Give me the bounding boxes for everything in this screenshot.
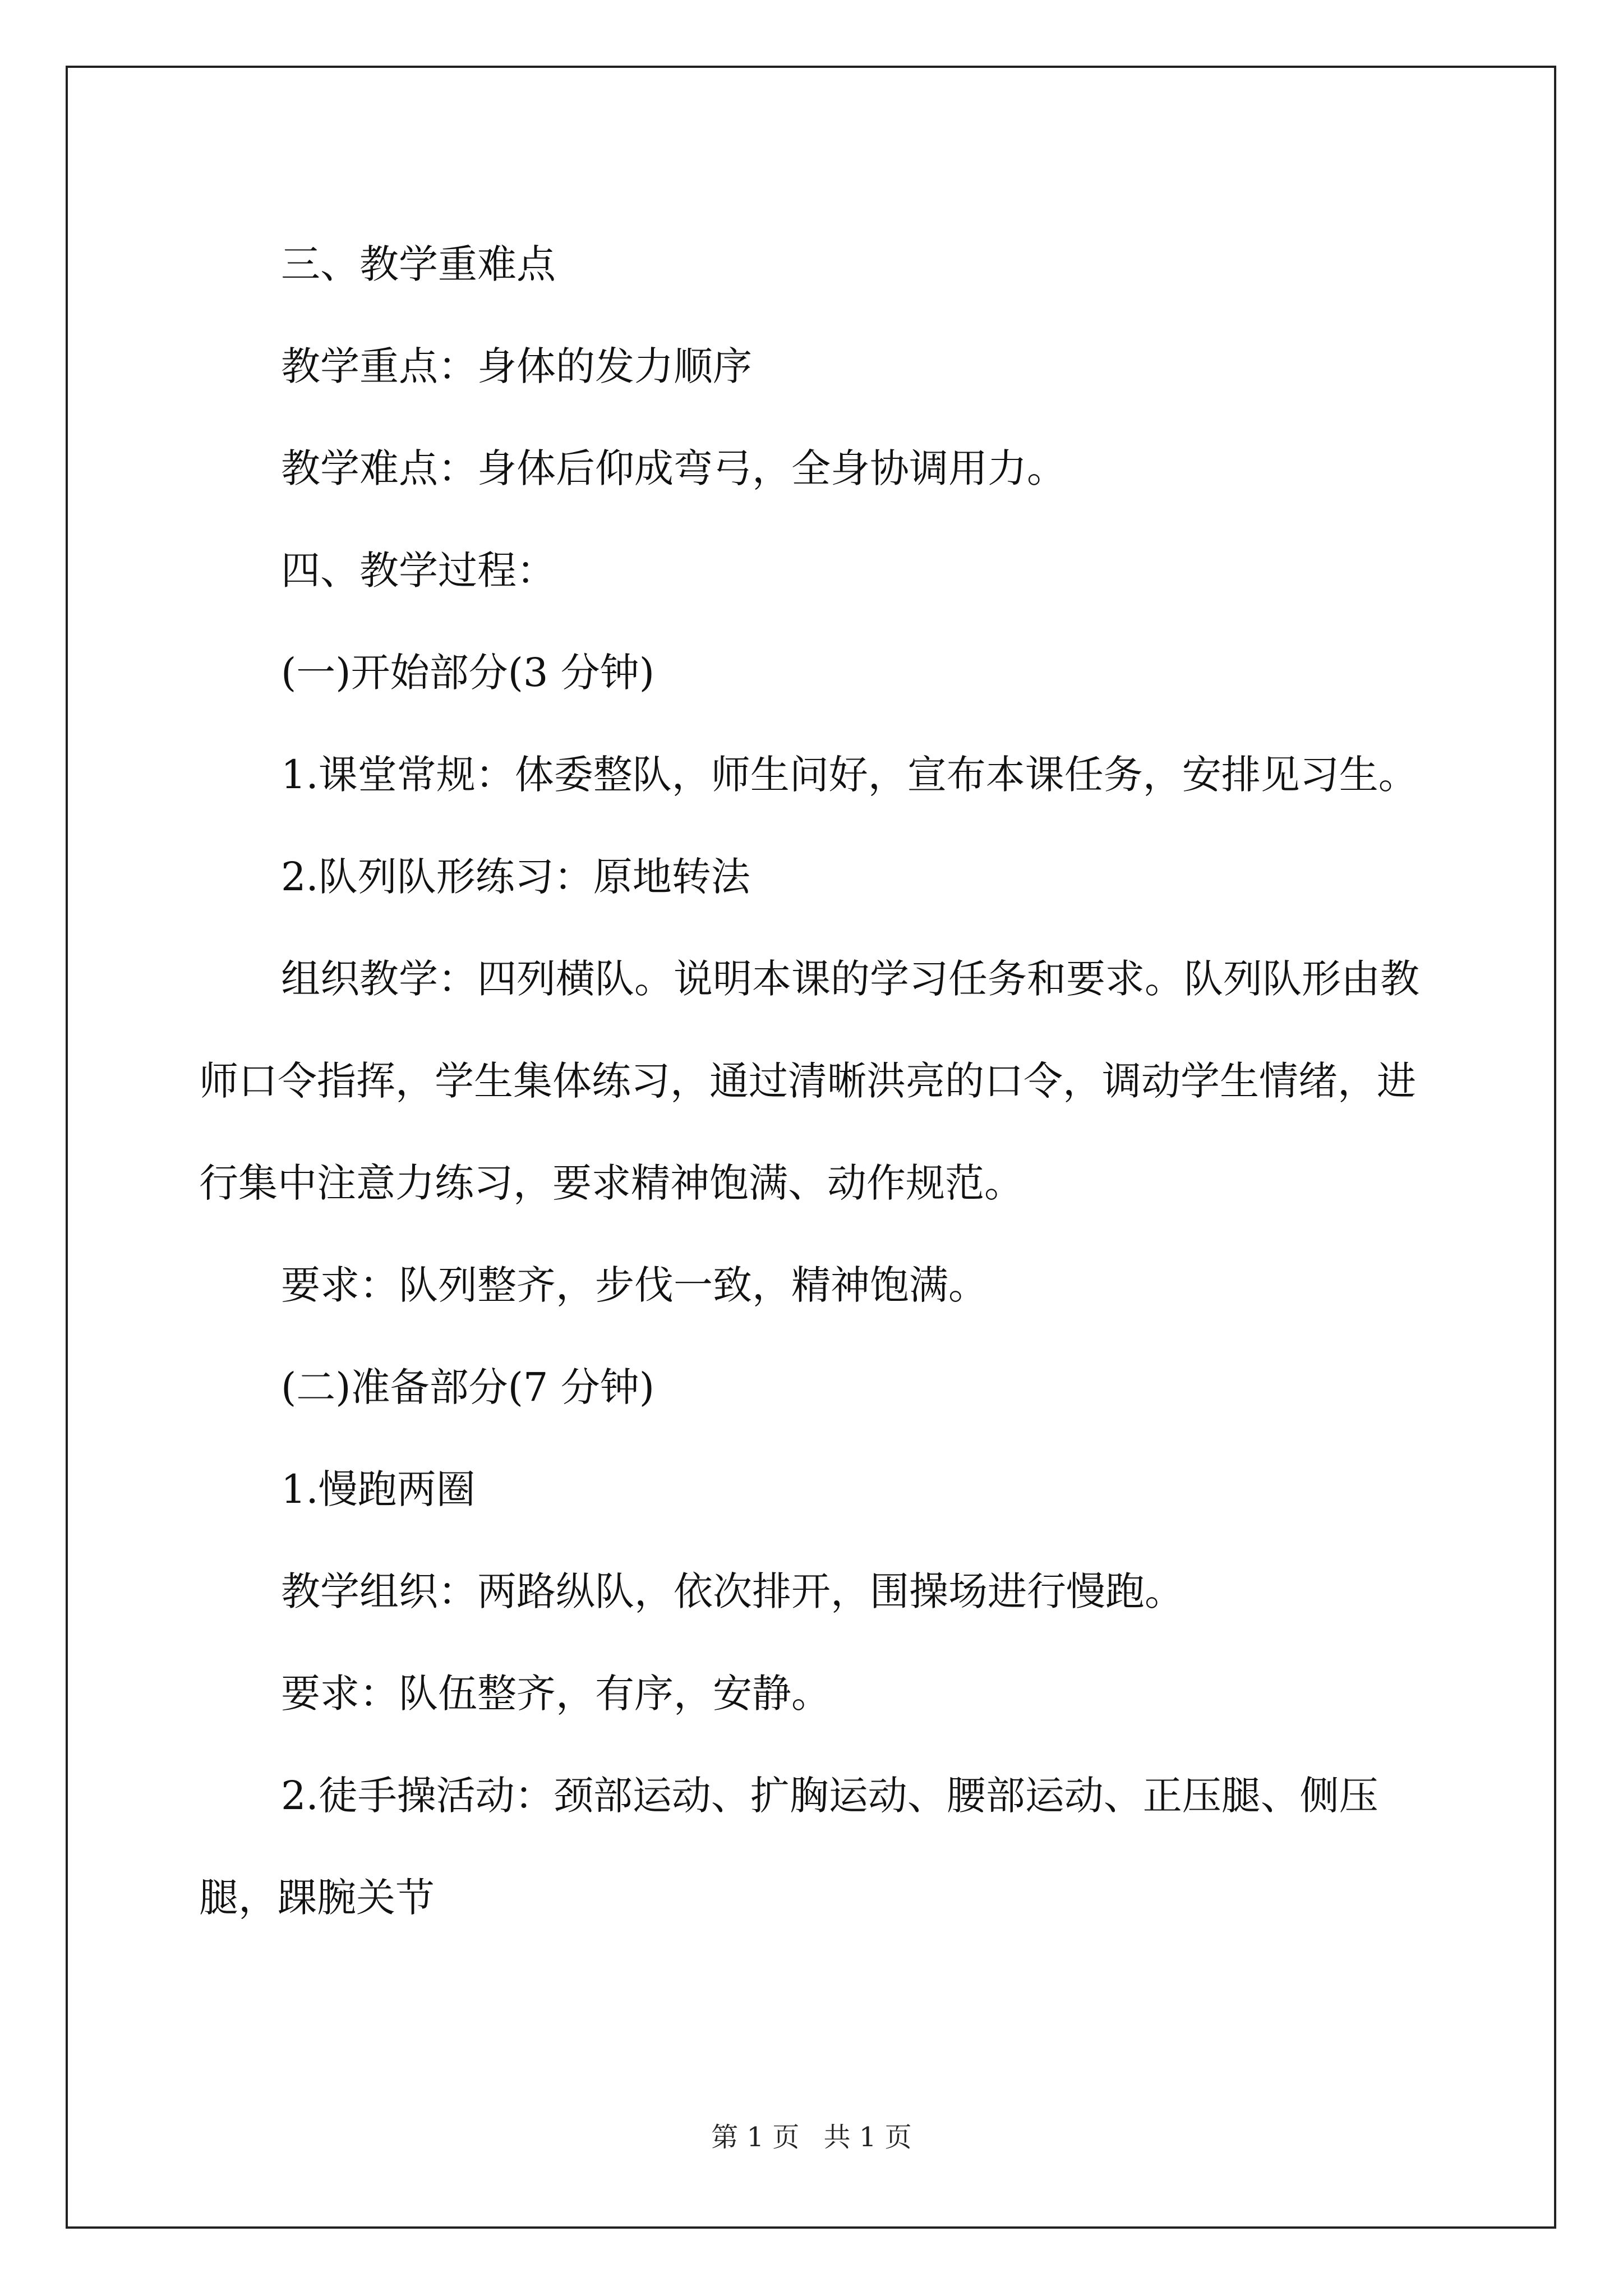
paragraph-formation-practice: 2.队列队形练习：原地转法 (281, 854, 750, 900)
paragraph-freehand-exercise: 2.徒手操活动：颈部运动、扩胸运动、腰部运动、正压腿、侧压腿，踝腕关节 (199, 1773, 1378, 1921)
heading-teaching-key-difficult: 三、教学重难点 (281, 241, 556, 287)
document-body (199, 213, 1453, 1949)
page-number: 第 1 页 (711, 2122, 800, 2153)
paragraph-requirement-1: 要求：队列整齐，步伐一致，精神饱满。 (281, 1262, 988, 1308)
page-total: 共 1 页 (823, 2122, 912, 2153)
heading-teaching-process: 四、教学过程： (281, 547, 556, 593)
paragraph-key-point: 教学重点：身体的发力顺序 (281, 343, 752, 389)
paragraph-difficult-point: 教学难点：身体后仰成弯弓，全身协调用力。 (281, 445, 1066, 491)
paragraph-organization-1: 组织教学：四列横队。说明本课的学习任务和要求。队列队形由教师口令指挥，学生集体练习，通过清晰洪亮的口令，调动学生情绪，进行集中注意力练习，要求精神饱满、动作规范。 (199, 956, 1419, 1206)
section-preparation: (二)准备部分(7 分钟) (281, 1364, 655, 1410)
paragraph-organization-2: 教学组织：两路纵队，依次排开，围操场进行慢跑。 (281, 1568, 1184, 1614)
section-opening: (一)开始部分(3 分钟) (281, 650, 655, 696)
page-footer (0, 2120, 1623, 2154)
paragraph-requirement-2: 要求：队伍整齐，有序，安静。 (281, 1671, 831, 1717)
paragraph-classroom-routine: 1.课堂常规：体委整队，师生问好，宣布本课任务，安排见习生。 (281, 752, 1418, 798)
paragraph-jogging: 1.慢跑两圈 (281, 1466, 476, 1512)
